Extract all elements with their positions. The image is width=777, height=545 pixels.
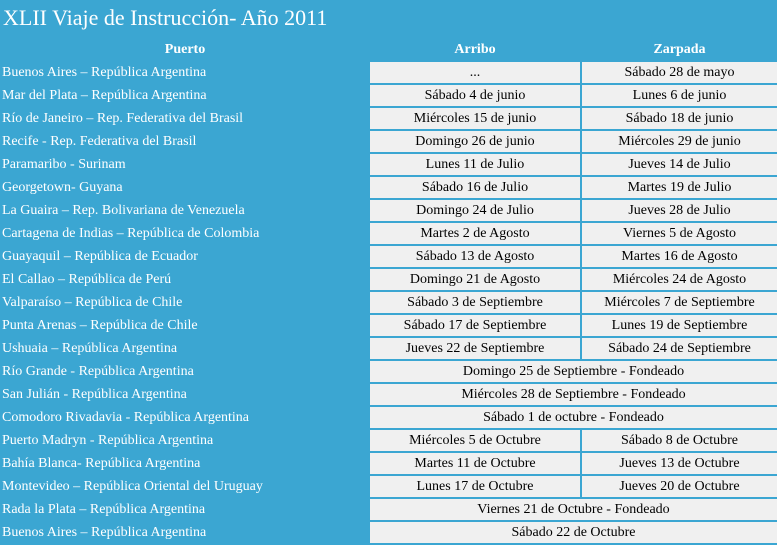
anchored-date-cell: Miércoles 28 de Septiembre - Fondeado [370,384,777,405]
table-row [2,62,777,83]
departure-cell: Viernes 5 de Agosto [582,223,777,244]
table-row [2,499,777,520]
header-port: Puerto [2,39,368,60]
port-cell: La Guaira – Rep. Bolivariana de Venezuela [2,200,368,221]
departure-cell: Lunes 6 de junio [582,85,777,106]
header-row [2,39,777,60]
itinerary-table [0,37,777,545]
table-row [2,154,777,175]
port-cell: Valparaíso – República de Chile [2,292,368,313]
anchored-date-cell: Sábado 22 de Octubre [370,522,777,543]
port-cell: San Julián - República Argentina [2,384,368,405]
port-cell: Ushuaia – República Argentina [2,338,368,359]
table-row [2,476,777,497]
departure-cell: Jueves 14 de Julio [582,154,777,175]
table-row [2,407,777,428]
arrival-cell: Miércoles 5 de Octubre [370,430,580,451]
arrival-cell: Sábado 3 de Septiembre [370,292,580,313]
header-arrival: Arribo [370,39,580,60]
port-cell: El Callao – República de Perú [2,269,368,290]
port-cell: Georgetown- Guyana [2,177,368,198]
port-cell: Recife - Rep. Federativa del Brasil [2,131,368,152]
arrival-cell: Sábado 17 de Septiembre [370,315,580,336]
port-cell: Punta Arenas – República de Chile [2,315,368,336]
arrival-cell: Lunes 11 de Julio [370,154,580,175]
arrival-cell: Domingo 26 de junio [370,131,580,152]
table-row [2,522,777,543]
port-cell: Cartagena de Indias – República de Colombia [2,223,368,244]
table-row [2,430,777,451]
port-cell: Puerto Madryn - República Argentina [2,430,368,451]
departure-cell: Jueves 13 de Octubre [582,453,777,474]
port-cell: Montevideo – República Oriental del Uruguay [2,476,368,497]
departure-cell: Lunes 19 de Septiembre [582,315,777,336]
table-row [2,177,777,198]
port-cell: Mar del Plata – República Argentina [2,85,368,106]
table-row [2,200,777,221]
port-cell: Buenos Aires – República Argentina [2,522,368,543]
table-row [2,223,777,244]
departure-cell: Miércoles 24 de Agosto [582,269,777,290]
departure-cell: Sábado 8 de Octubre [582,430,777,451]
port-cell: Bahía Blanca- República Argentina [2,453,368,474]
departure-cell: Miércoles 29 de junio [582,131,777,152]
arrival-cell: Jueves 22 de Septiembre [370,338,580,359]
departure-cell: Jueves 20 de Octubre [582,476,777,497]
arrival-cell: Domingo 24 de Julio [370,200,580,221]
departure-cell: Jueves 28 de Julio [582,200,777,221]
table-row [2,108,777,129]
departure-cell: Sábado 24 de Septiembre [582,338,777,359]
table-row [2,269,777,290]
arrival-cell: Lunes 17 de Octubre [370,476,580,497]
port-cell: Buenos Aires – República Argentina [2,62,368,83]
arrival-cell: Sábado 13 de Agosto [370,246,580,267]
anchored-date-cell: Sábado 1 de octubre - Fondeado [370,407,777,428]
departure-cell: Sábado 28 de mayo [582,62,777,83]
table-row [2,292,777,313]
port-cell: Río Grande - República Argentina [2,361,368,382]
anchored-date-cell: Viernes 21 de Octubre - Fondeado [370,499,777,520]
arrival-cell: Sábado 4 de junio [370,85,580,106]
table-row [2,361,777,382]
header-departure: Zarpada [582,39,777,60]
table-row [2,384,777,405]
anchored-date-cell: Domingo 25 de Septiembre - Fondeado [370,361,777,382]
arrival-cell: Martes 2 de Agosto [370,223,580,244]
departure-cell: Martes 19 de Julio [582,177,777,198]
port-cell: Rada la Plata – República Argentina [2,499,368,520]
departure-cell: Miércoles 7 de Septiembre [582,292,777,313]
table-row [2,85,777,106]
port-cell: Comodoro Rivadavia - República Argentina [2,407,368,428]
table-row [2,131,777,152]
port-cell: Paramaribo - Surinam [2,154,368,175]
table-row [2,338,777,359]
port-cell: Guayaquil – República de Ecuador [2,246,368,267]
page-title: XLII Viaje de Instrucción- Año 2011 [3,5,328,30]
departure-cell: Sábado 18 de junio [582,108,777,129]
arrival-cell: Miércoles 15 de junio [370,108,580,129]
table-row [2,315,777,336]
table-row [2,246,777,267]
table-row [2,453,777,474]
port-cell: Río de Janeiro – Rep. Federativa del Brasil [2,108,368,129]
arrival-cell: ... [370,62,580,83]
departure-cell: Martes 16 de Agosto [582,246,777,267]
arrival-cell: Domingo 21 de Agosto [370,269,580,290]
arrival-cell: Martes 11 de Octubre [370,453,580,474]
arrival-cell: Sábado 16 de Julio [370,177,580,198]
